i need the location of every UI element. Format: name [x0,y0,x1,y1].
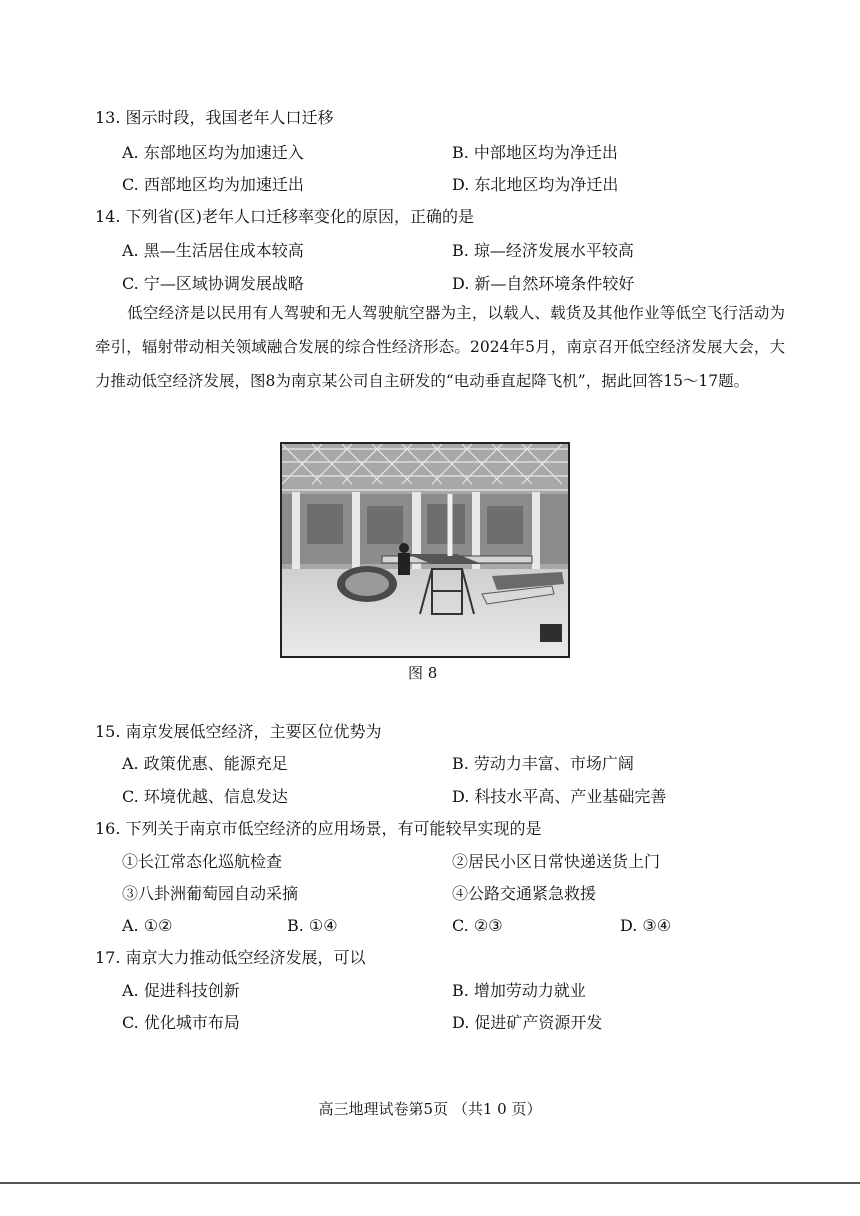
q16-option-c: C. ②③ [452,916,503,935]
page-footer: 高三地理试卷第5页 （共1 0 页） [318,1100,542,1118]
q17-stem: 17. 南京大力推动低空经济发展，可以 [95,948,366,967]
q14-option-c: C. 宁—区域协调发展战略 [122,274,304,293]
figure-caption: 图 8 [408,664,438,682]
q16-stem: 16. 下列关于南京市低空经济的应用场景，有可能较早实现的是 [95,819,542,838]
q16-option-a: A. ①② [122,916,173,935]
q13-option-b: B. 中部地区均为净迁出 [452,143,618,162]
bottom-divider [0,1182,860,1184]
q16-option-d: D. ③④ [620,916,672,935]
q16-item-3: ③八卦洲葡萄园自动采摘 [122,884,299,903]
q16-item-4: ④公路交通紧急救援 [452,884,597,903]
factory-illustration [282,444,568,656]
q15-option-c: C. 环境优越、信息发达 [122,787,288,806]
q13-stem: 13. 图示时段，我国老年人口迁移 [95,108,334,127]
q17-option-d: D. 促进矿产资源开发 [452,1013,603,1032]
passage-text [95,296,785,398]
q15-option-d: D. 科技水平高、产业基础完善 [452,787,667,806]
q13-option-a: A. 东部地区均为加速迁入 [122,143,304,162]
q16-item-2: ②居民小区日常快递送货上门 [452,852,661,871]
q15-option-a: A. 政策优惠、能源充足 [122,754,288,773]
q14-option-b: B. 琼—经济发展水平较高 [452,241,634,260]
passage-body: 低空经济是以民用有人驾驶和无人驾驶航空器为主，以载人、载货及其他作业等低空飞行活动为牵引，辐射带动相关领域融合发展的综合性经济形态。2024年5月，南京召开低空经济发展大会，大力推动低空经济发展，图8为南京某公司自主研发的“电动垂直起降飞机”，据此回答15～17题。 [95,304,785,390]
q13-option-d: D. 东北地区均为净迁出 [452,175,619,194]
q16-item-1: ①长江常态化巡航检查 [122,852,283,871]
q17-option-c: C. 优化城市布局 [122,1013,240,1032]
q16-option-b: B. ①④ [287,916,338,935]
q17-option-b: B. 增加劳动力就业 [452,981,586,1000]
q15-option-b: B. 劳动力丰富、市场广阔 [452,754,634,773]
q14-option-d: D. 新—自然环境条件较好 [452,274,635,293]
q14-option-a: A. 黑—生活居住成本较高 [122,241,304,260]
q13-option-c: C. 西部地区均为加速迁出 [122,175,304,194]
aircraft-factory-photo [280,442,570,658]
q15-stem: 15. 南京发展低空经济，主要区位优势为 [95,722,382,741]
q17-option-a: A. 促进科技创新 [122,981,240,1000]
q14-stem: 14. 下列省(区)老年人口迁移率变化的原因，正确的是 [95,207,475,226]
